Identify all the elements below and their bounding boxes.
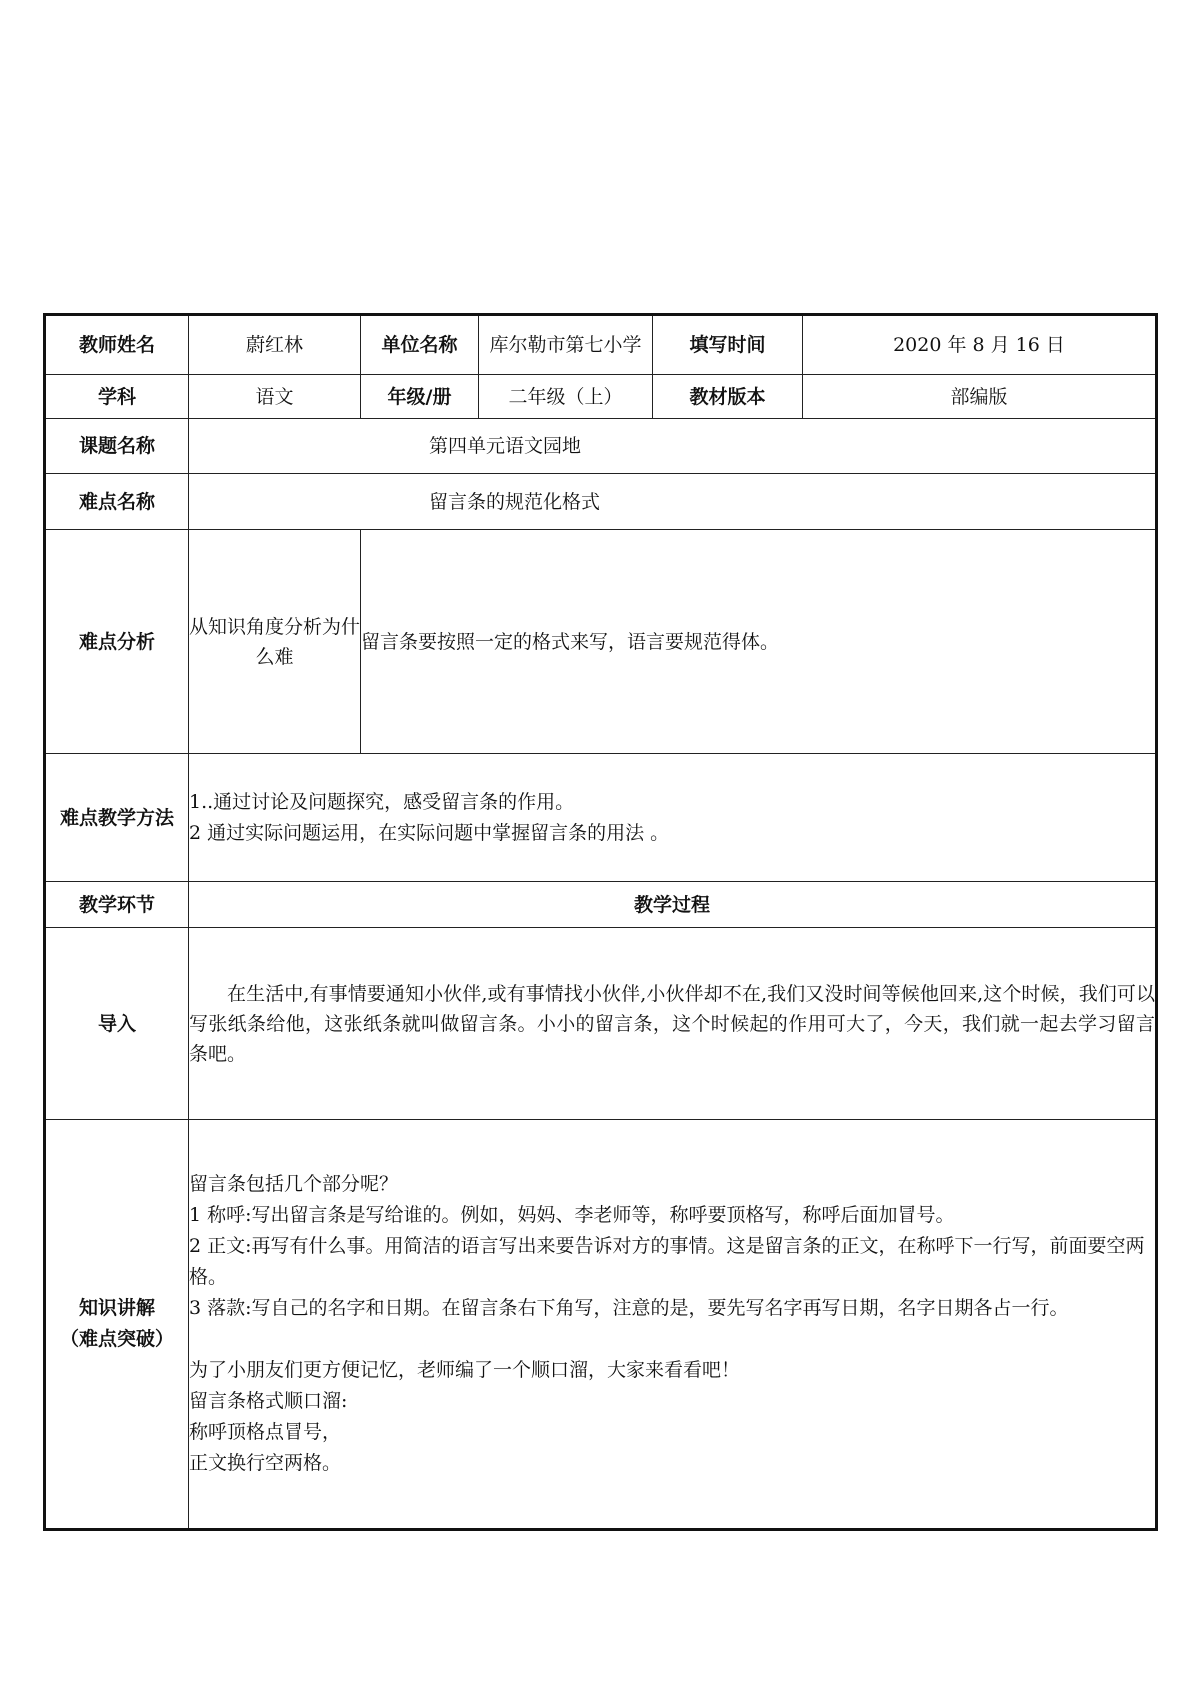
topic-text: 第四单元语文园地 [429, 435, 582, 457]
knowledge-content [189, 1120, 1157, 1530]
knowledge-label-line1: 知识讲解 [78, 1297, 155, 1319]
grade-label: 年级/册 [361, 375, 479, 419]
unit-name-label: 单位名称 [361, 315, 479, 375]
date-label: 填写时间 [653, 315, 803, 375]
subject-label: 学科 [45, 375, 189, 419]
header-row-1 [45, 315, 1157, 375]
knowledge-question: 留言条包括几个部分呢？ [189, 1173, 399, 1195]
knowledge-part: 1 称呼:写出留言条是写给谁的。例如，妈妈、李老师等，称呼要顶格写，称呼后面加冒号。 [189, 1204, 955, 1226]
rhyme-title: 留言条格式顺口溜: [189, 1390, 348, 1412]
method-item: 2 通过实际问题运用，在实际问题中掌握留言条的用法 。 [189, 821, 670, 844]
unit-name-value: 库尔勒市第七小学 [479, 315, 653, 375]
stage-header: 教学环节 [45, 882, 189, 928]
method-item: 1..通过讨论及问题探究，感受留言条的作用。 [189, 790, 575, 813]
edition-label: 教材版本 [653, 375, 803, 419]
process-header: 教学过程 [189, 882, 1157, 928]
intro-row [45, 928, 1157, 1120]
lesson-plan-table [43, 313, 1158, 1531]
topic-label: 课题名称 [45, 419, 189, 474]
difficulty-row [45, 474, 1157, 530]
topic-row [45, 419, 1157, 474]
rhyme-line: 称呼顶格点冒号， [189, 1421, 342, 1443]
rhyme-intro: 为了小朋友们更方便记忆，老师编了一个顺口溜，大家来看看吧！ [189, 1359, 741, 1381]
difficulty-label: 难点名称 [45, 474, 189, 530]
analysis-sub-label: 从知识角度分析为什么难 [189, 530, 361, 754]
knowledge-label-line2: （难点突破） [59, 1328, 174, 1350]
difficulty-value [189, 474, 1157, 530]
intro-text: 在生活中,有事情要通知小伙伴,或有事情找小伙伴,小伙伴却不在,我们又没时间等候他回来,这个时候，我们可以写张纸条给他，这张纸条就叫做留言条。小小的留言条，这个时候起的作用可大了，今天，我们就一起去学习留言条吧。 [189, 928, 1157, 1120]
methods-list [189, 754, 1157, 882]
date-value: 2020 年 8 月 16 日 [803, 315, 1157, 375]
topic-value [189, 419, 1157, 474]
rhyme-line: 正文换行空两格。 [189, 1452, 342, 1474]
analysis-label: 难点分析 [45, 530, 189, 754]
knowledge-row [45, 1120, 1157, 1530]
knowledge-part: 2 正文:再写有什么事。用简洁的语言写出来要告诉对方的事情。这是留言条的正文，在称呼下一行写，前面要空两格。 [189, 1235, 1145, 1288]
knowledge-label [45, 1120, 189, 1530]
process-header-row [45, 882, 1157, 928]
subject-value: 语文 [189, 375, 361, 419]
header-row-2 [45, 375, 1157, 419]
analysis-text: 留言条要按照一定的格式来写，语言要规范得体。 [361, 530, 1157, 754]
teacher-name-label: 教师姓名 [45, 315, 189, 375]
methods-label: 难点教学方法 [45, 754, 189, 882]
knowledge-part: 3 落款:写自己的名字和日期。在留言条右下角写，注意的是，要先写名字再写日期，名字日期各占一行。 [189, 1297, 1069, 1319]
edition-value: 部编版 [803, 375, 1157, 419]
grade-value: 二年级（上） [479, 375, 653, 419]
methods-row [45, 754, 1157, 882]
analysis-row [45, 530, 1157, 754]
intro-label: 导入 [45, 928, 189, 1120]
spacer [189, 1324, 1155, 1355]
teacher-name-value: 蔚红林 [189, 315, 361, 375]
difficulty-text: 留言条的规范化格式 [429, 490, 601, 513]
